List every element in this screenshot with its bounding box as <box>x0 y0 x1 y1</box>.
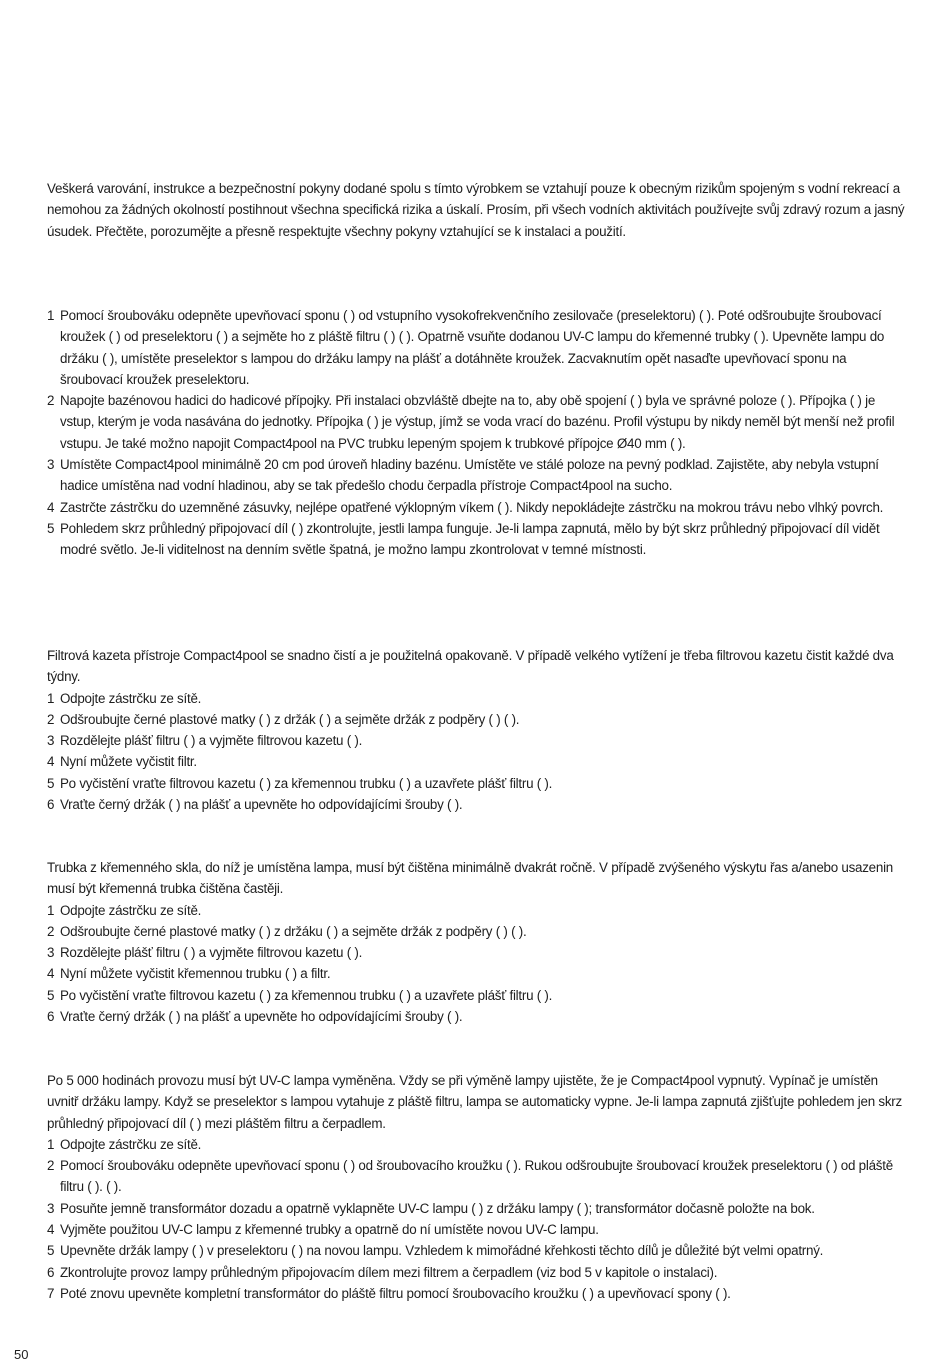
step-text: Umístěte Compact4pool minimálně 20 cm pod úroveň hladiny bazénu. Umístěte ve stálé poloze na pevný podklad. Zajistěte, aby nebyla vstupní hadice umístěna nad vodní hladinou, aby se tak předešlo chodu čerpadla přístroje Compact4pool na sucho. <box>60 457 879 494</box>
installation-steps-list <box>47 305 912 561</box>
step-number: 7 <box>47 1285 55 1301</box>
step-text: Pomocí šroubováku odepněte upevňovací sponu ( ) od vstupního vysokofrekvenčního zesilovače (preselektoru) ( ). Poté odšroubujte šroubovací kroužek ( ) od preselektoru ( ) a sejměte ho z pláště filtru ( ) ( ). Opatrně vsuňte dodanou UV-C lampu do křemenné trubky ( ). Upevněte lampu do držáku ( ), umístěte preselektor s lampou do držáku lampy na plášť a dotáhněte kroužek. Zacvaknutím opět nasaďte upevňovací sponu na šroubovací kroužek preselektoru. <box>60 308 885 387</box>
filter-cleaning-section <box>47 645 912 815</box>
filter-cleaning-intro: Filtrová kazeta přístroje Compact4pool se snadno čistí a je použitelná opakovaně. V případě velkého vytížení je třeba filtrovou kazetu čistit každé dva týdny. <box>47 648 894 685</box>
step-item <box>47 963 912 984</box>
step-text: Rozdělejte plášť filtru ( ) a vyjměte filtrovou kazetu ( ). <box>60 733 363 749</box>
step-text: Upevněte držák lampy ( ) v preselektoru ( ) na novou lampu. Vzhledem k mimořádné křehkosti těchto dílů je důležité být velmi opatrný. <box>60 1243 824 1259</box>
step-item <box>47 1262 912 1283</box>
step-text: Po vyčistění vraťte filtrovou kazetu ( ) za křemennou trubku ( ) a uzavřete plášť filtru ( ). <box>60 775 553 791</box>
step-item <box>47 921 912 942</box>
step-text: Pohledem skrz průhledný připojovací díl ( ) zkontrolujte, jestli lampa funguje. Je-li lampa zapnutá, mělo by být skrz průhledný připojovací díl vidět modré světlo. Je-li viditelnost na denním světle špatná, je možno lampu zkontrolovat v temné místnosti. <box>60 520 880 558</box>
step-number: 3 <box>47 457 55 473</box>
step-number: 4 <box>47 1222 55 1238</box>
safety-intro-paragraph: Veškerá varování, instrukce a bezpečnostní pokyny dodané spolu s tímto výrobkem se vztahují pouze k obecným rizikům spojeným s vodní rekreací a nemohou za žádných okolností postihnout všechna specifická rizika a úskalí. Prosím, při všech vodních aktivitách používejte svůj zdravý rozum a jasný úsudek. Přečtěte, porozumějte a přesně respektujte všechny pokyny vztahující se k instalaci a použití. <box>47 181 905 239</box>
step-item <box>47 942 912 963</box>
page-number: 50 <box>14 1347 29 1362</box>
step-number: 4 <box>47 966 55 982</box>
step-item <box>47 1240 912 1261</box>
step-number: 2 <box>47 1158 55 1174</box>
step-text: Napojte bazénovou hadici do hadicové přípojky. Při instalaci obzvláště dbejte na to, aby obě spojení ( ) byla ve správné poloze ( ). Přípojka ( ) je vstup, kterým je voda nasávána do jednotky. Přípojka ( ) je výstup, jímž se voda vrací do bazénu. Profil výstupu by nikdy neměl být menší než profil vstupu. Je také možno napojit Compact4pool na PVC trubku lepeným spojem k trubkové přípojce Ø40 mm ( ). <box>60 393 895 451</box>
step-item <box>47 794 912 815</box>
lamp-replacement-intro: Po 5 000 hodinách provozu musí být UV-C lampa vyměněna. Vždy se při výměně lampy ujistěte, že je Compact4pool vypnutý. Vypínač je umístěn uvnitř držáku lampy. Když se preselektor s lampou vytahuje z pláště filtru, lampa se automaticky vypne. Je-li lampa zapnutá zjišťujte pohledem jen skrz průhledný připojovací díl ( ) mezi pláštěm filtru a čerpadlem. <box>47 1073 902 1131</box>
step-text: Odšroubujte černé plastové matky ( ) z držák ( ) a sejměte držák z podpěry ( ) ( ). <box>60 711 520 727</box>
installation-section <box>47 305 912 561</box>
step-item <box>47 709 912 730</box>
step-item <box>47 1219 912 1240</box>
step-item <box>47 1134 912 1155</box>
step-item <box>47 390 912 454</box>
step-item <box>47 751 912 772</box>
step-item <box>47 730 912 751</box>
step-number: 1 <box>47 690 55 706</box>
step-number: 2 <box>47 393 55 409</box>
step-item <box>47 497 912 518</box>
step-text: Nyní můžete vyčistit filtr. <box>60 754 197 770</box>
step-number: 1 <box>47 308 55 323</box>
step-number: 5 <box>47 1243 55 1259</box>
step-item <box>47 1155 912 1198</box>
step-item <box>47 305 912 390</box>
step-item <box>47 688 912 709</box>
step-number: 6 <box>47 1264 55 1280</box>
step-text: Po vyčistění vraťte filtrovou kazetu ( ) za křemennou trubku ( ) a uzavřete plášť filtru ( ). <box>60 987 553 1003</box>
step-number: 5 <box>47 775 55 791</box>
quartz-tube-cleaning-section <box>47 857 912 1027</box>
step-text: Vyjměte použitou UV-C lampu z křemenné trubky a opatrně do ní umístěte novou UV-C lampu. <box>60 1222 599 1238</box>
step-number: 2 <box>47 923 55 939</box>
step-number: 1 <box>47 1136 55 1152</box>
step-text: Odpojte zástrčku ze sítě. <box>60 902 202 918</box>
step-number: 3 <box>47 1200 55 1216</box>
step-number: 6 <box>47 797 55 813</box>
step-text: Pomocí šroubováku odepněte upevňovací sponu ( ) od šroubovacího kroužku ( ). Rukou odšroubujte šroubovací kroužek preselektoru ( ) od pláště filtru ( ). ( ). <box>60 1158 893 1195</box>
step-number: 3 <box>47 945 55 961</box>
lamp-replacement-section <box>47 1070 912 1304</box>
step-text: Odpojte zástrčku ze sítě. <box>60 1136 202 1152</box>
safety-intro-section <box>47 178 912 242</box>
filter-cleaning-steps-list <box>47 688 912 816</box>
step-text: Posuňte jemně transformátor dozadu a opatrně vyklapněte UV-C lampu ( ) z držáku lampy ( ); transformátor dočasně položte na bok. <box>60 1200 815 1216</box>
step-item <box>47 1283 912 1304</box>
lamp-replacement-steps-list <box>47 1134 912 1304</box>
step-item <box>47 773 912 794</box>
quartz-tube-intro: Trubka z křemenného skla, do níž je umístěna lampa, musí být čištěna minimálně dvakrát ročně. V případě zvýšeného výskytu řas a/anebo usazenin musí být křemenná trubka čištěna častěji. <box>47 860 893 897</box>
step-item <box>47 454 912 497</box>
step-number: 3 <box>47 733 55 749</box>
step-text: Rozdělejte plášť filtru ( ) a vyjměte filtrovou kazetu ( ). <box>60 945 363 961</box>
step-number: 4 <box>47 754 55 770</box>
step-number: 4 <box>47 499 55 515</box>
step-text: Zkontrolujte provoz lampy průhledným připojovacím dílem mezi filtrem a čerpadlem (viz bod 5 v kapitole o instalaci). <box>60 1264 718 1280</box>
step-item <box>47 518 912 561</box>
step-item <box>47 900 912 921</box>
step-text: Odpojte zástrčku ze sítě. <box>60 690 202 706</box>
step-text: Odšroubujte černé plastové matky ( ) z držáku ( ) a sejměte držák z podpěry ( ) ( ). <box>60 923 527 939</box>
step-item <box>47 985 912 1006</box>
step-text: Zastrčte zástrčku do uzemněné zásuvky, nejlépe opatřené výklopným víkem ( ). Nikdy nepokládejte zástrčku na mokrou trávu nebo vlhký povrch. <box>60 499 884 515</box>
step-number: 2 <box>47 711 55 727</box>
step-item <box>47 1198 912 1219</box>
step-text: Vraťte černý držák ( ) na plášť a upevněte ho odpovídajícími šrouby ( ). <box>60 797 463 813</box>
quartz-tube-steps-list <box>47 900 912 1028</box>
step-item <box>47 1006 912 1027</box>
step-number: 5 <box>47 987 55 1003</box>
step-number: 5 <box>47 520 55 536</box>
step-number: 1 <box>47 902 55 918</box>
step-number: 6 <box>47 1009 55 1025</box>
step-text: Nyní můžete vyčistit křemennou trubku ( ) a filtr. <box>60 966 331 982</box>
step-text: Poté znovu upevněte kompletní transformátor do pláště filtru pomocí šroubovacího kroužku ( ) a upevňovací spony ( ). <box>60 1285 731 1301</box>
step-text: Vraťte černý držák ( ) na plášť a upevněte ho odpovídajícími šrouby ( ). <box>60 1009 463 1025</box>
